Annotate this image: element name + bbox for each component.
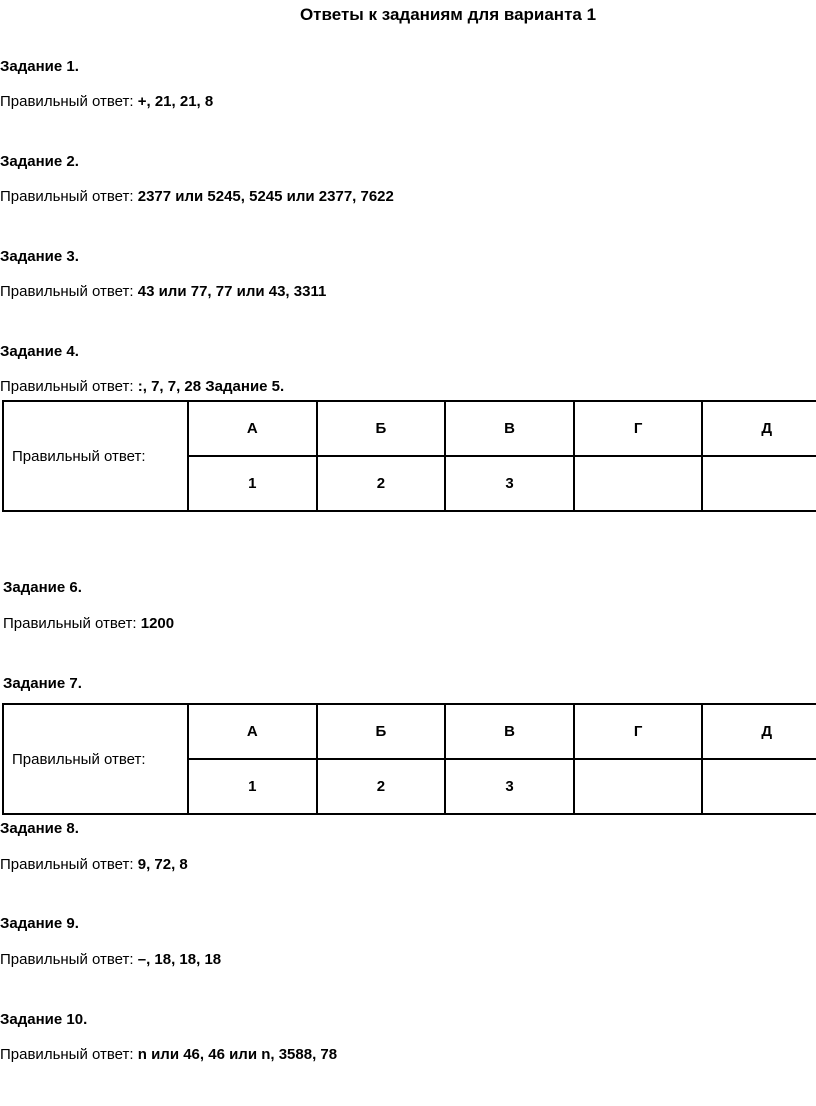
table-label: Правильный ответ: [3, 401, 188, 511]
answer-label: Правильный ответ: [0, 93, 134, 110]
table-header-cell: А [188, 704, 317, 759]
table-header-cell: В [445, 401, 574, 456]
task-8-answer [0, 855, 188, 875]
table-value-cell [702, 456, 816, 511]
task-5-heading: Задание 5. [205, 378, 285, 395]
task-9-answer [0, 950, 221, 970]
table-row [3, 704, 816, 759]
answer-label: Правильный ответ: [0, 378, 134, 395]
task-6-heading: Задание 6. [3, 579, 82, 596]
answer-value: 1200 [140, 615, 175, 632]
answer-value: –, 18, 18, 18 [137, 951, 222, 968]
table-value-cell [702, 759, 816, 814]
answer-label: Правильный ответ: [3, 615, 137, 632]
task-3-answer [0, 282, 326, 302]
task-3-heading: Задание 3. [0, 248, 79, 265]
table-header-cell: Г [574, 401, 703, 456]
answer-value: :, 7, 7, 28 [137, 378, 202, 395]
table-header-cell: Б [317, 401, 446, 456]
answer-value: 9, 72, 8 [137, 856, 188, 873]
answer-label: Правильный ответ: [0, 856, 134, 873]
table-value-cell: 2 [317, 456, 446, 511]
table-label: Правильный ответ: [3, 704, 188, 814]
task-8-heading: Задание 8. [0, 820, 79, 837]
table-value-cell: 2 [317, 759, 446, 814]
table-value-cell: 1 [188, 456, 317, 511]
answer-label: Правильный ответ: [0, 1046, 134, 1063]
task-4-heading: Задание 4. [0, 343, 79, 360]
table-header-cell: В [445, 704, 574, 759]
task-6-answer [3, 614, 174, 634]
answer-value: n или 46, 46 или n, 3588, 78 [137, 1046, 338, 1063]
task-2-answer [0, 187, 394, 207]
table-value-cell [574, 759, 703, 814]
task-1-answer [0, 92, 213, 112]
table-header-cell: А [188, 401, 317, 456]
task-5-answer-table [2, 400, 816, 512]
task-2-heading: Задание 2. [0, 153, 79, 170]
task-4-answer [0, 377, 284, 397]
task-9-heading: Задание 9. [0, 915, 79, 932]
answer-label: Правильный ответ: [0, 188, 134, 205]
table-row [3, 401, 816, 456]
table-header-cell: Д [702, 704, 816, 759]
table-value-cell: 3 [445, 456, 574, 511]
answer-label: Правильный ответ: [0, 951, 134, 968]
task-7-heading: Задание 7. [3, 675, 82, 692]
task-10-heading: Задание 10. [0, 1011, 88, 1028]
answer-label: Правильный ответ: [0, 283, 134, 300]
table-value-cell: 1 [188, 759, 317, 814]
table-header-cell: Б [317, 704, 446, 759]
page-title: Ответы к заданиям для варианта 1 [299, 5, 597, 24]
task-1-heading: Задание 1. [0, 58, 79, 75]
table-value-cell: 3 [445, 759, 574, 814]
task-10-answer [0, 1045, 337, 1065]
answer-value: +, 21, 21, 8 [137, 93, 214, 110]
table-header-cell: Д [702, 401, 816, 456]
task-7-answer-table [2, 703, 816, 815]
table-header-cell: Г [574, 704, 703, 759]
answer-value: 2377 или 5245, 5245 или 2377, 7622 [137, 188, 394, 205]
table-value-cell [574, 456, 703, 511]
answer-value: 43 или 77, 77 или 43, 3311 [137, 283, 327, 300]
